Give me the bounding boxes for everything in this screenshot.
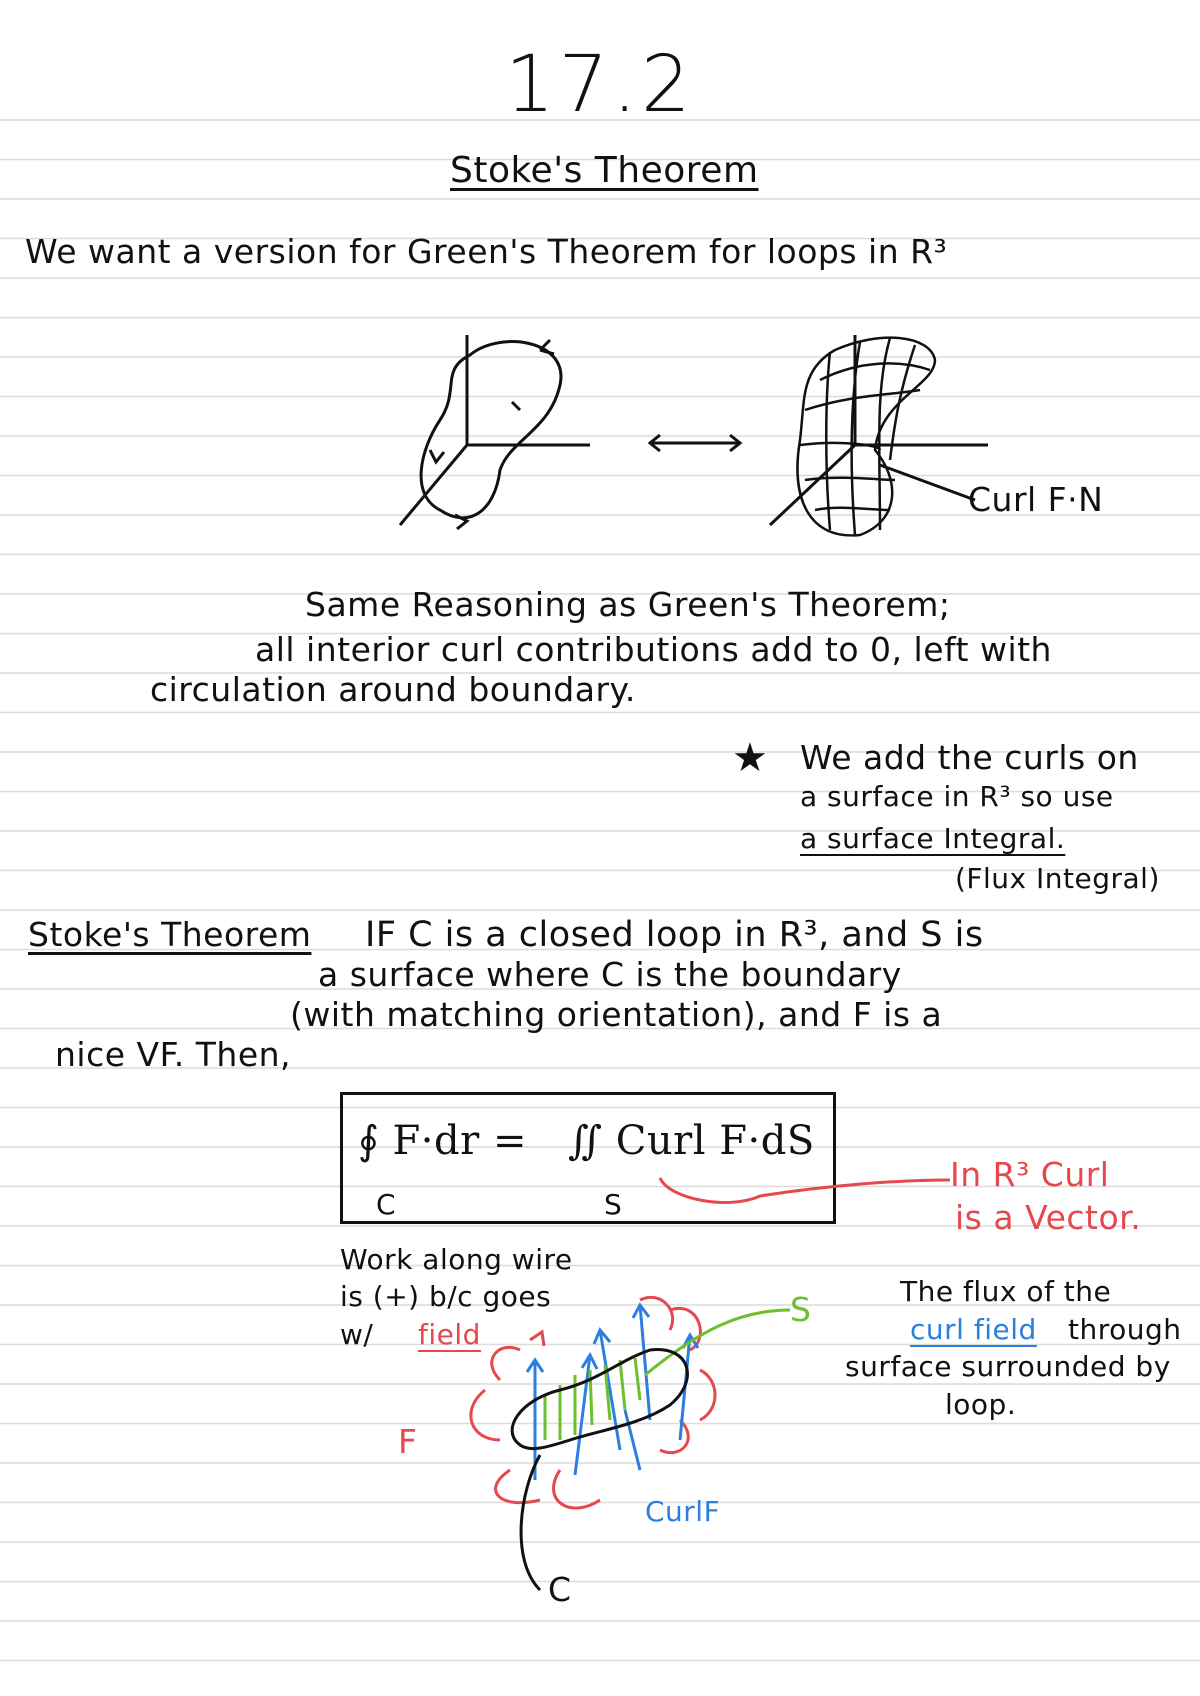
equation-sub-c: C: [376, 1188, 397, 1221]
note-line-3: a surface Integral.: [800, 822, 1066, 855]
reasoning-line-3: circulation around boundary.: [150, 670, 636, 709]
curl-fn-label: Curl F·N: [968, 480, 1104, 519]
equation-rhs: ∬ Curl F·dS: [568, 1118, 815, 1164]
flux-note-line-2b: through: [1068, 1313, 1182, 1346]
page-title: 17.2: [505, 40, 695, 130]
star-icon: ★: [732, 735, 769, 781]
note-line-2: a surface in R³ so use: [800, 780, 1114, 813]
c-label: C: [548, 1570, 572, 1609]
intro-text: We want a version for Green's Theorem for loops in R³: [25, 232, 948, 271]
reasoning-line-2: all interior curl contributions add to 0, left with: [255, 630, 1052, 669]
theorem-line-4: nice VF. Then,: [55, 1035, 292, 1074]
flux-note-line-3: surface surrounded by: [845, 1350, 1171, 1383]
reasoning-line-1: Same Reasoning as Green's Theorem;: [305, 585, 951, 624]
theorem-line-3: (with matching orientation), and F is a: [290, 995, 943, 1034]
curl-note-line-2: is a Vector.: [955, 1198, 1142, 1237]
equation-sub-s: S: [604, 1188, 623, 1221]
f-vector-label: F: [398, 1422, 418, 1461]
flux-note-line-1: The flux of the: [900, 1275, 1112, 1308]
note-line-4: (Flux Integral): [955, 862, 1160, 895]
flux-note-line-4: loop.: [945, 1388, 1017, 1421]
theorem-line-2: a surface where C is the boundary: [318, 955, 902, 994]
page-subtitle: Stoke's Theorem: [450, 150, 759, 191]
c-pointer: [521, 1455, 540, 1590]
work-note-line-3: w/: [340, 1318, 374, 1351]
work-note-line-1: Work along wire: [340, 1243, 573, 1276]
flux-note-curl-field: curl field: [910, 1313, 1037, 1346]
theorem-name: Stoke's Theorem: [28, 915, 312, 954]
note-line-1: We add the curls on: [800, 738, 1139, 777]
theorem-line-1: IF C is a closed loop in R³, and S is: [365, 915, 984, 955]
curl-note-line-1: In R³ Curl: [950, 1155, 1110, 1194]
field-arrows: [471, 1297, 715, 1508]
equation-lhs: ∮ F·dr =: [358, 1118, 527, 1164]
work-note-line-2: is (+) b/c goes: [340, 1280, 552, 1313]
work-note-field: field: [418, 1318, 481, 1351]
curlf-label: CurlF: [645, 1495, 721, 1528]
s-label: S: [790, 1290, 812, 1329]
